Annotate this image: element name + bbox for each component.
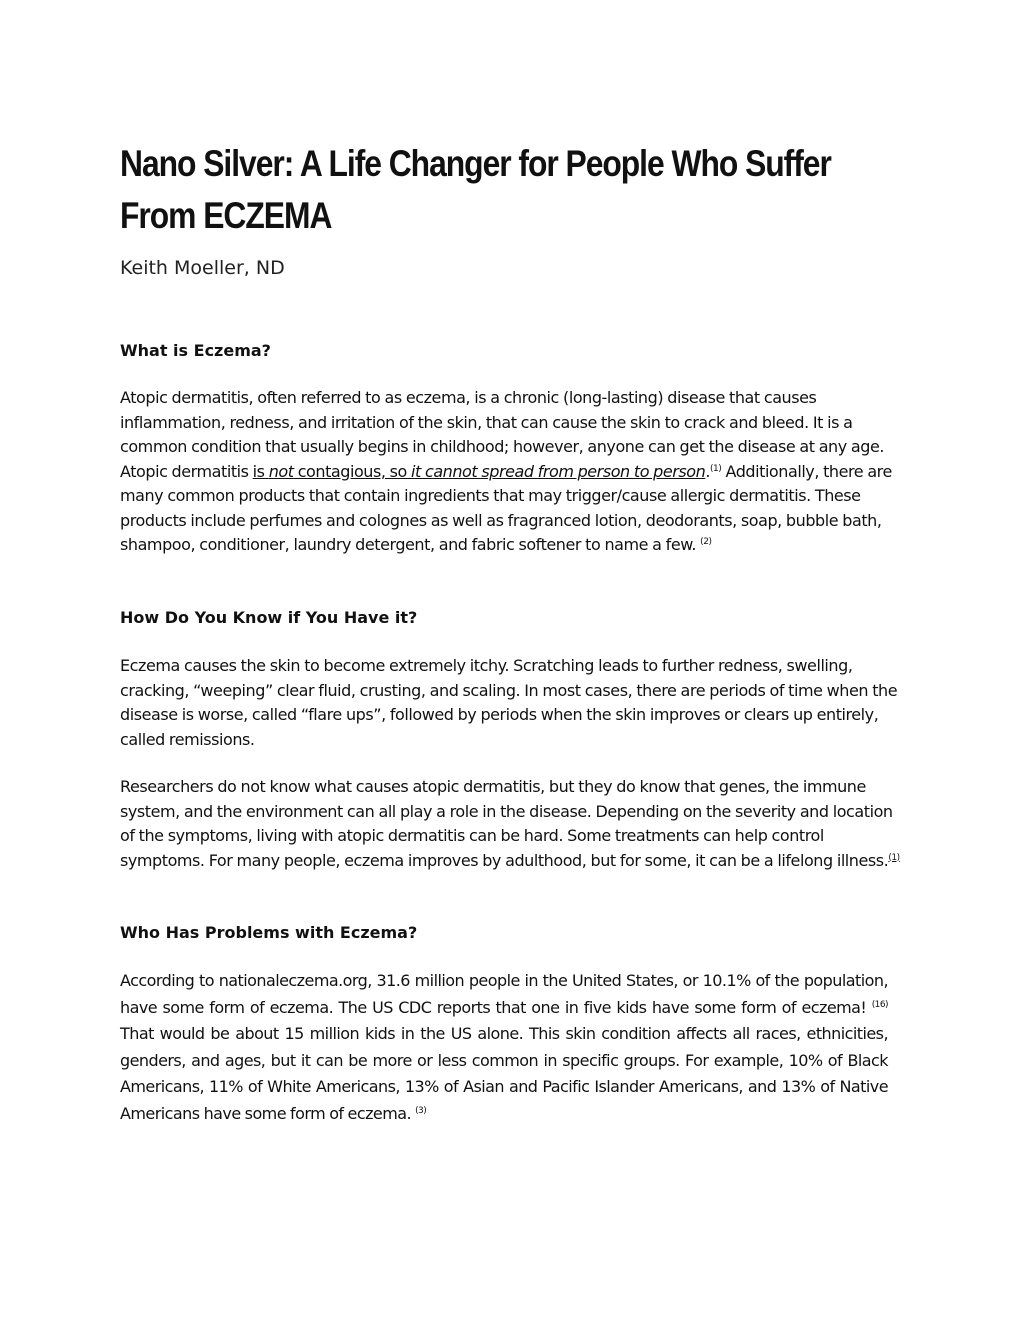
document-title: Nano Silver: A Life Changer for People Who Suffer From ECZEMA: [120, 143, 831, 236]
section-heading-who-has-problems: Who Has Problems with Eczema?: [120, 923, 418, 942]
paragraph-prevalence: [120, 968, 888, 1128]
paragraph-text: Atopic dermatitis, often referred to as eczema, is a chronic (long-lasting) disease that causes inflammation, redness, and irritation of the skin, that can cause the skin to crack and bleed. It is a common condition that usually begins in childhood; however, anyone can get the disease at any age. Atopic dermatitis: [120, 388, 884, 481]
underlined-text: is: [252, 461, 269, 481]
paragraph-text: According to nationaleczema.org, 31.6 million people in the United States, or 10.1% of the population, have some form of eczema. The US CDC reports that one in five kids have some form of eczema!: [120, 971, 888, 1017]
paragraph-text: .: [705, 461, 710, 481]
paragraph-what-is-eczema: [120, 386, 902, 558]
section-heading-how-do-you-know: How Do You Know if You Have it?: [120, 608, 418, 627]
section-heading-what-is-eczema: What is Eczema?: [120, 341, 271, 360]
footnote-reference: (16): [871, 999, 888, 1010]
paragraph-text: Additionally, there are many common products that contain ingredients that may trigger/cause allergic dermatitis. These products include perfumes and colognes as well as fragranced lotion, deodorants, soap, bubble bath, shampoo, conditioner, laundry detergent, and fabric softener to name a few.: [120, 461, 892, 554]
underlined-text: contagious, so: [293, 461, 412, 481]
paragraph-symptoms: Eczema causes the skin to become extremely itchy. Scratching leads to further redness, swelling, cracking, “weeping” clear fluid, crusting, and scaling. In most cases, there are periods of time when the disease is worse, called “flare ups”, followed by periods when the skin improves or clears up entirely, called remissions.: [120, 656, 898, 749]
underlined-italic-text: not: [268, 461, 294, 481]
paragraph-causes: [120, 775, 902, 873]
footnote-reference: (2): [700, 537, 712, 547]
footnote-reference: (3): [415, 1105, 427, 1116]
paragraph-text: Researchers do not know what causes atopic dermatitis, but they do know that genes, the immune system, and the environment can all play a role in the disease. Depending on the severity and location of the symptoms, living with atopic dermatitis can be hard. Some treatments can help control symptoms. For many people, eczema improves by adulthood, but for some, it can be a lifelong illness.: [120, 777, 893, 870]
footnote-reference: (1): [888, 852, 900, 863]
underlined-italic-text: it cannot spread from person to person: [411, 461, 706, 481]
paragraph-text: That would be about 15 million kids in the US alone. This skin condition affects all races, ethnicities, genders, and ages, but it can be more or less common in specific groups. For example, 10% of Black Americans, 11% of White Americans, 13% of Asian and Pacific Islander Americans, and 13% of Native Americans have some form of eczema.: [120, 1024, 888, 1123]
footnote-reference: (1): [709, 463, 722, 474]
document-author: Keith Moeller, ND: [120, 257, 285, 279]
